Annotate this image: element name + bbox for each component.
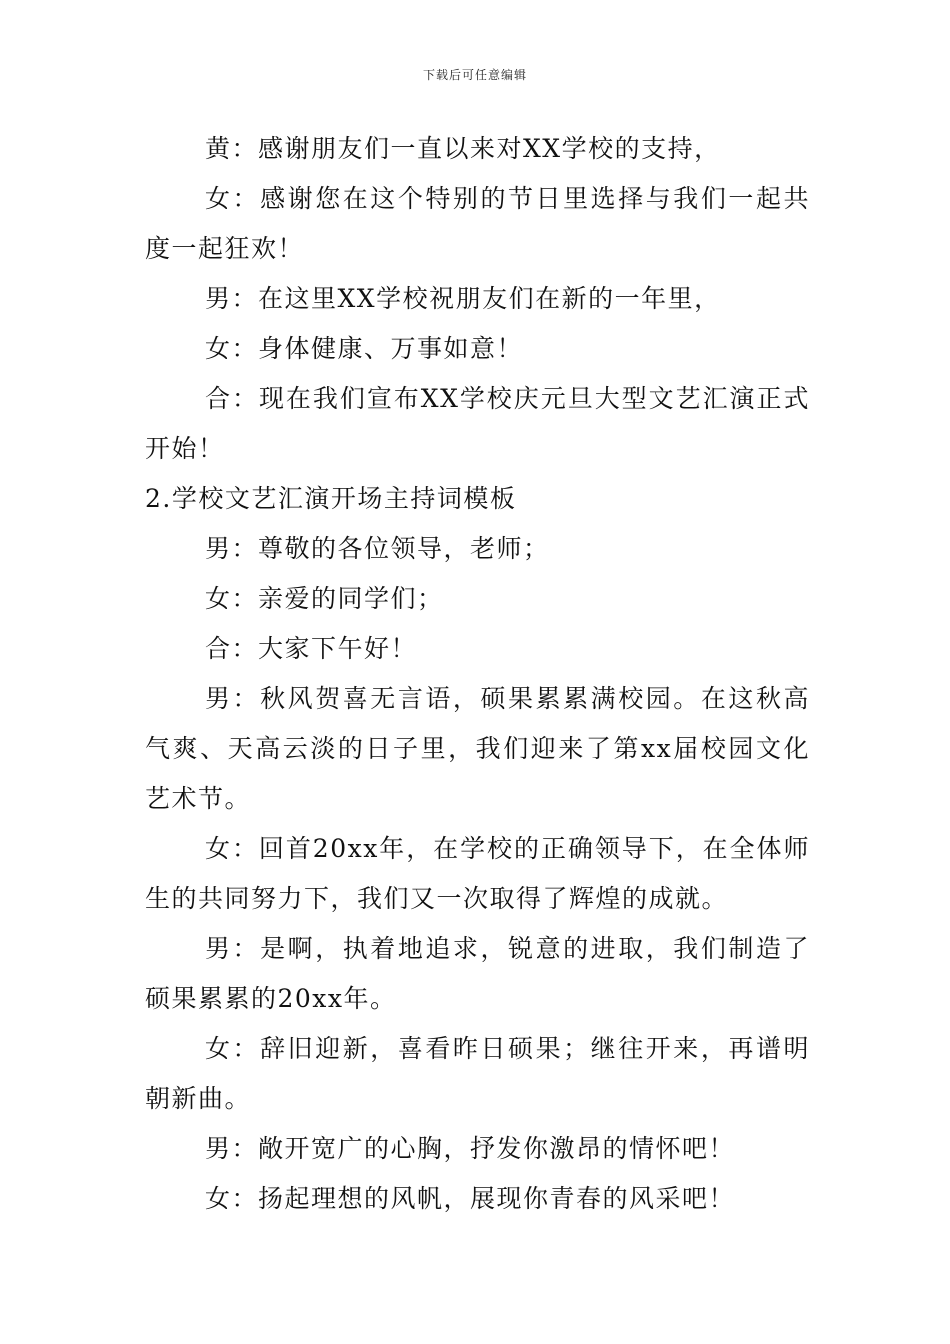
paragraph: 女：扬起理想的风帆，展现你青春的风采吧！ (205, 1184, 736, 1213)
paragraph: 女：感谢您在这个特别的节日里选择与我们一起共度一起狂欢！ (145, 184, 810, 263)
paragraph: 女：回首20xx年，在学校的正确领导下，在全体师生的共同努力下，我们又一次取得了辉煌的成就。 (145, 834, 810, 913)
paragraph: 女：身体健康、万事如意！ (205, 334, 524, 363)
paragraph: 女：辞旧迎新，喜看昨日硕果；继往开来，再谱明朝新曲。 (145, 1034, 810, 1113)
section-heading: 2.学校文艺汇演开场主持词模板 (145, 484, 517, 513)
paragraph: 男：是啊，执着地追求，锐意的进取，我们制造了硕果累累的20xx年。 (145, 934, 810, 1013)
header-note: 下载后可任意编辑 (422, 68, 527, 82)
paragraph: 合：大家下午好！ (205, 634, 418, 663)
paragraph: 黄：感谢朋友们一直以来对XX学校的支持， (205, 134, 721, 163)
paragraph: 男：在这里XX学校祝朋友们在新的一年里， (205, 284, 721, 313)
paragraph: 男：尊敬的各位领导，老师； (205, 534, 550, 563)
paragraph: 男：秋风贺喜无言语，硕果累累满校园。在这秋高气爽、天高云淡的日子里，我们迎来了第xx届校园文化艺术节。 (145, 684, 810, 813)
paragraph: 男：敞开宽广的心胸，抒发你激昂的情怀吧！ (205, 1134, 736, 1163)
paragraph: 合：现在我们宣布XX学校庆元旦大型文艺汇演正式开始！ (145, 384, 810, 463)
paragraph: 女：亲爱的同学们； (205, 584, 444, 613)
document-body (145, 124, 810, 1224)
